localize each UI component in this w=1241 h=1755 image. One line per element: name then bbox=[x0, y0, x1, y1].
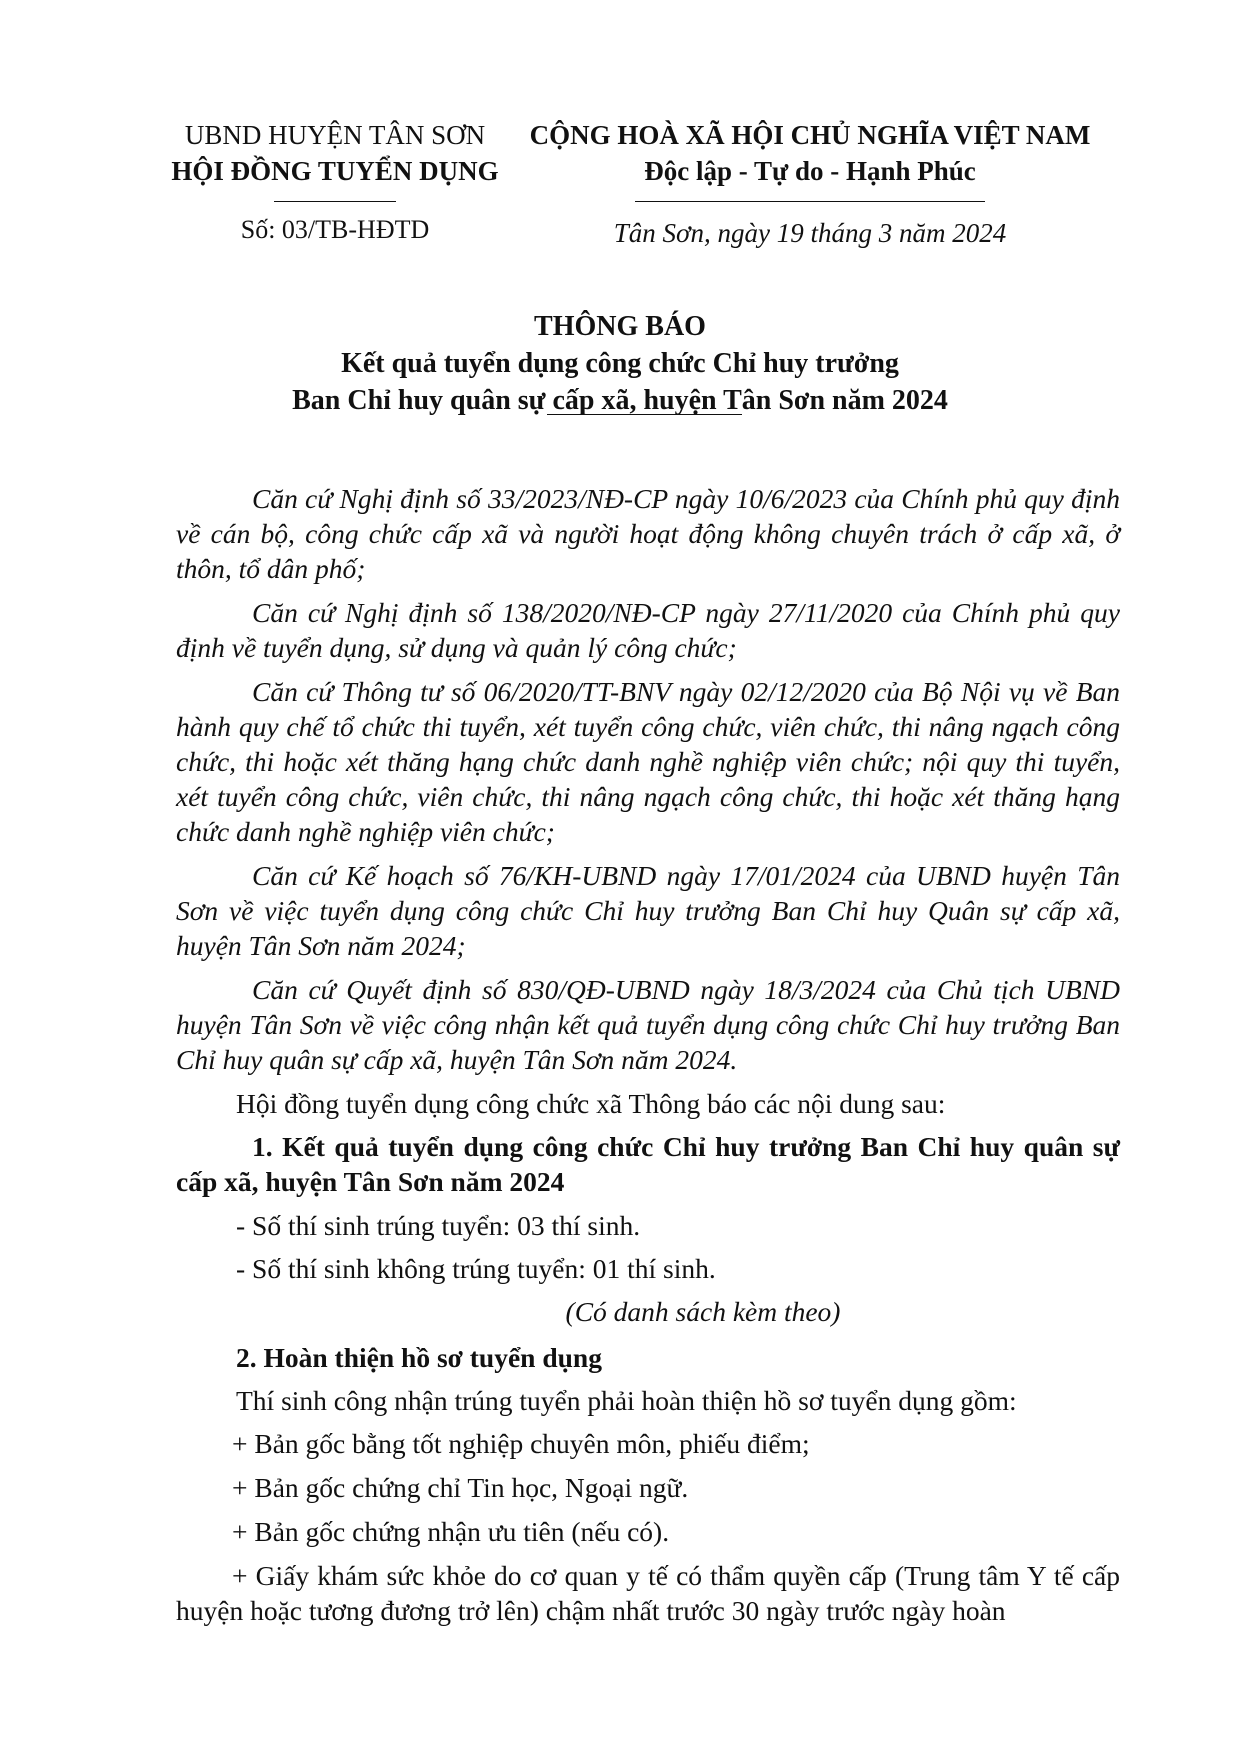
national-motto: Độc lập - Tự do - Hạnh Phúc bbox=[644, 156, 976, 186]
issuer-underline bbox=[274, 201, 396, 202]
attachment-note: (Có danh sách kèm theo) bbox=[565, 1296, 841, 1327]
intro-line: Hội đồng tuyển dụng công chức xã Thông báo các nội dung sau: bbox=[236, 1088, 946, 1119]
section1-heading: 1. Kết quả tuyển dụng công chức Chỉ huy trưởng Ban Chỉ huy quân sự cấp xã, huyện Tân Sơn năm 2024 bbox=[176, 1131, 1120, 1197]
failed-count: - Số thí sinh không trúng tuyển: 01 thí sinh. bbox=[236, 1253, 716, 1284]
section2-intro: Thí sinh công nhận trúng tuyển phải hoàn thiện hồ sơ tuyển dụng gồm: bbox=[236, 1385, 1017, 1416]
motto-underline bbox=[635, 201, 985, 202]
issuer-block bbox=[160, 117, 510, 207]
document-date: Tân Sơn, ngày 19 tháng 3 năm 2024 bbox=[613, 218, 1007, 248]
document-body bbox=[176, 481, 1120, 1628]
passed-count: - Số thí sinh trúng tuyển: 03 thí sinh. bbox=[236, 1210, 641, 1241]
title-subject-line2: Ban Chỉ huy quân sự cấp xã, huyện Tân Sơn năm 2024 bbox=[292, 385, 948, 416]
document-number: Số: 03/TB-HĐTD bbox=[240, 215, 430, 244]
legal-basis-3: Căn cứ Thông tư số 06/2020/TT-BNV ngày 02/12/2020 của Bộ Nội vụ về Ban hành quy chế tổ chức thi tuyển, xét tuyển công chức, viên chức, thi nâng ngạch công chức, thi hoặc xét thăng hạng chức danh nghề nghiệp viên chức; nội quy thi tuyển, xét tuyển công chức, viên chức, thi nâng ngạch công chức, thi hoặc xét thăng hạng chức danh nghề nghiệp viên chức; bbox=[176, 676, 1120, 847]
title-subject-line1: Kết quả tuyển dụng công chức Chỉ huy trưởng bbox=[341, 348, 899, 379]
issuer-council: HỘI ĐỒNG TUYỂN DỤNG bbox=[171, 156, 499, 186]
title-underline bbox=[547, 414, 742, 415]
legal-basis-2: Căn cứ Nghị định số 138/2020/NĐ-CP ngày 27/11/2020 của Chính phủ quy định về tuyển dụng, sử dụng và quản lý công chức; bbox=[176, 597, 1120, 663]
issuer-authority: UBND HUYỆN TÂN SƠN bbox=[184, 120, 486, 150]
requirement-item: + Giấy khám sức khỏe do cơ quan y tế có thẩm quyền cấp (Trung tâm Y tế cấp huyện hoặc tương đương trở lên) chậm nhất trước 30 ngày trước ngày hoàn bbox=[176, 1560, 1120, 1626]
national-motto-block bbox=[520, 117, 1100, 207]
section2-heading: 2. Hoàn thiện hồ sơ tuyển dụng bbox=[236, 1342, 602, 1373]
legal-basis-1: Căn cứ Nghị định số 33/2023/NĐ-CP ngày 10/6/2023 của Chính phủ quy định về cán bộ, công chức cấp xã và người hoạt động không chuyên trách ở cấp xã, ở thôn, tổ dân phố; bbox=[176, 483, 1120, 584]
requirement-item: + Bản gốc chứng nhận ưu tiên (nếu có). bbox=[232, 1516, 670, 1547]
requirement-item: + Bản gốc bằng tốt nghiệp chuyên môn, phiếu điểm; bbox=[232, 1428, 810, 1459]
document-title bbox=[170, 308, 1070, 419]
title-type: THÔNG BÁO bbox=[534, 311, 706, 342]
legal-basis-5: Căn cứ Quyết định số 830/QĐ-UBND ngày 18/3/2024 của Chủ tịch UBND huyện Tân Sơn về việc công nhận kết quả tuyển dụng công chức Chỉ huy trưởng Ban Chỉ huy quân sự cấp xã, huyện Tân Sơn năm 2024. bbox=[176, 974, 1120, 1075]
national-name: CỘNG HOÀ XÃ HỘI CHỦ NGHĨA VIỆT NAM bbox=[529, 120, 1091, 150]
legal-basis-4: Căn cứ Kế hoạch số 76/KH-UBND ngày 17/01/2024 của UBND huyện Tân Sơn về việc tuyển dụng công chức Chỉ huy trưởng Ban Chỉ huy Quân sự cấp xã, huyện Tân Sơn năm 2024; bbox=[176, 860, 1120, 961]
requirement-item: + Bản gốc chứng chỉ Tin học, Ngoại ngữ. bbox=[232, 1472, 689, 1503]
